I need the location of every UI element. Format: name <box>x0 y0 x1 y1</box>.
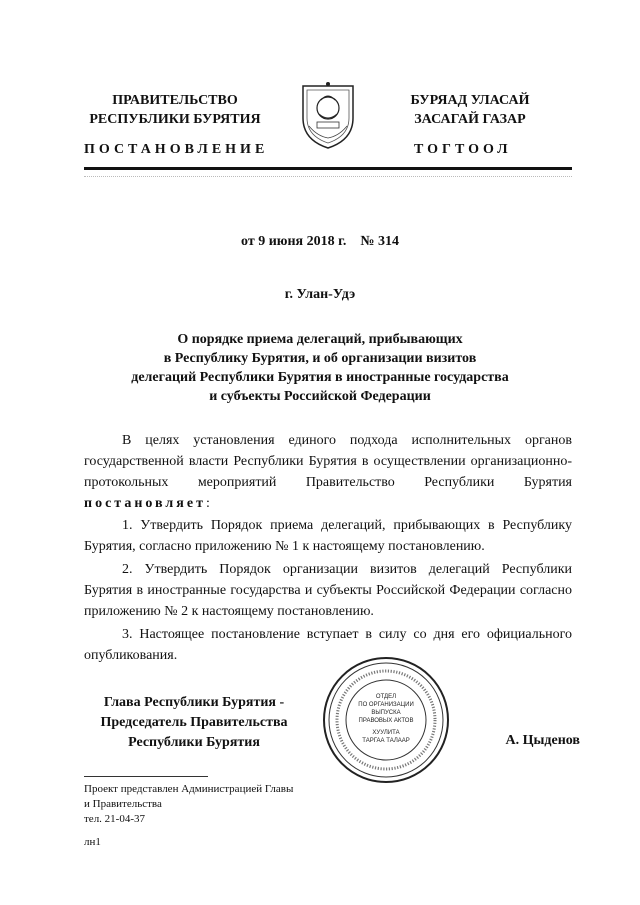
decree-colon: : <box>205 496 210 511</box>
stamp-line: ПО ОРГАНИЗАЦИИ <box>358 702 414 708</box>
item-2-text: 2. Утвердить Порядок организации визитов делегаций Республики Бурятия в иностранные государства и субъекты Российской Федерации согласно приложению № 2 к настоящему постановлению. <box>84 562 572 619</box>
header-left-line2: РЕСПУБЛИКИ БУРЯТИЯ <box>89 112 261 127</box>
stamp-line: ПРАВОВЫХ АКТОВ <box>358 718 414 724</box>
item-1-text: 1. Утвердить Порядок приема делегаций, прибывающих в Республику Бурятия, согласно приложению № 1 к настоящему постановлению. <box>84 518 572 554</box>
header-right-title: ТОГТООЛ <box>414 142 512 157</box>
footer-line: и Правительства <box>84 798 162 810</box>
signatory-title <box>84 693 304 753</box>
header-left-title: ПОСТАНОВЛЕНИЕ <box>84 142 269 157</box>
header-divider <box>84 167 572 170</box>
signatory-line: Председатель Правительства <box>100 715 288 730</box>
subject-line: делегаций Республики Бурятия в иностранные государства <box>131 370 509 385</box>
decree-word: постановляет <box>84 496 206 511</box>
footer-note <box>84 782 384 827</box>
stamp-line: ТАРГАА ТАЛААР <box>362 738 410 744</box>
signatory-line: Республики Бурятия <box>128 735 260 750</box>
place: г. Улан-Удэ <box>284 287 356 302</box>
body-intro <box>84 430 572 514</box>
header-right-line2: ЗАСАГАЙ ГАЗАР <box>414 112 526 127</box>
body-item-1 <box>84 515 572 557</box>
header-dotted-line <box>84 176 572 177</box>
footer-divider <box>84 776 208 777</box>
signatory-name: А. Цыденов <box>505 733 580 748</box>
date-number: от 9 июня 2018 г. № 314 <box>241 234 399 249</box>
footer-code: лн1 <box>84 836 101 848</box>
body-item-2 <box>84 559 572 622</box>
intro-text: В целях установления единого подхода исполнительных органов государственной власти Республики Бурятия в осуществлении организационно-протокольных мероприятий Правительство Республики Бурятия <box>84 433 572 490</box>
stamp-line: ВЫПУСКА <box>371 710 401 716</box>
header-right <box>360 91 580 129</box>
subject-line: и субъекты Российской Федерации <box>209 389 431 404</box>
subject-line: в Республику Бурятия, и об организации визитов <box>163 351 477 366</box>
coat-of-arms-icon <box>297 78 359 150</box>
item-3-text: 3. Настоящее постановление вступает в силу со дня его официального опубликования. <box>84 627 572 663</box>
official-seal-stamp <box>320 654 452 786</box>
footer-line: Проект представлен Администрацией Главы <box>84 783 294 795</box>
footer-line: тел. 21-04-37 <box>84 813 146 825</box>
header-right-line1: БУРЯАД УЛАСАЙ <box>410 93 530 108</box>
header-left-line1: ПРАВИТЕЛЬСТВО <box>112 93 238 108</box>
document-subject <box>130 330 510 406</box>
subject-line: О порядке приема делегаций, прибывающих <box>177 332 463 347</box>
header-left <box>60 91 290 129</box>
stamp-line: ХУУЛИТА <box>372 730 400 736</box>
stamp-line: ОТДЕЛ <box>375 694 397 700</box>
signatory-line: Глава Республики Бурятия - <box>103 695 285 710</box>
